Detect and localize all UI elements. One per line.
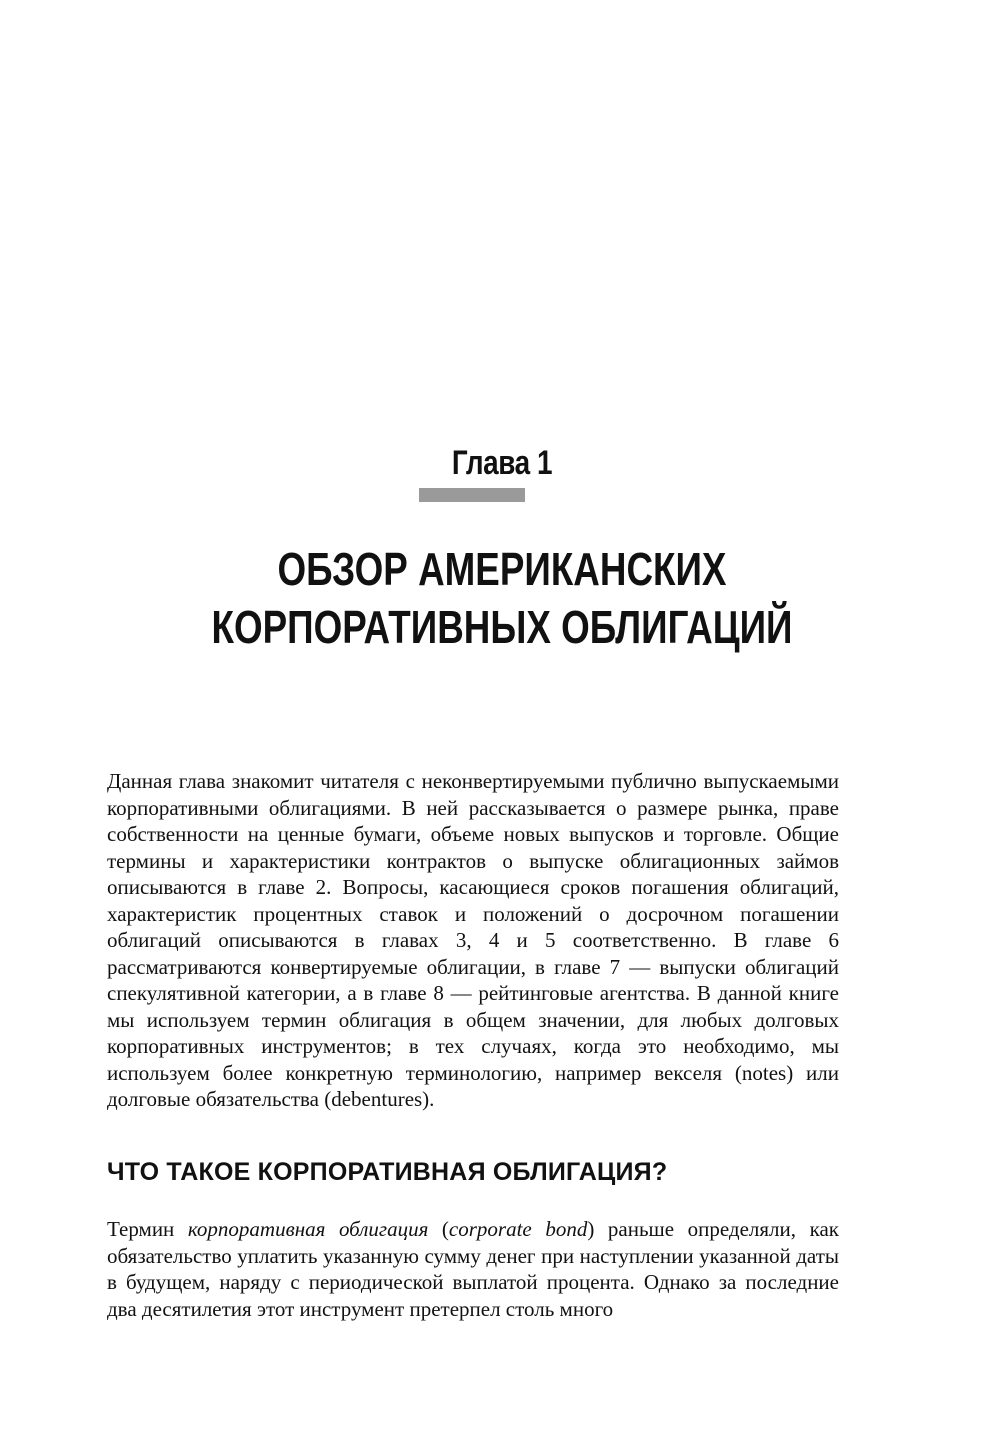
paren-open: ( — [428, 1217, 449, 1241]
term-english: corporate bond — [448, 1217, 588, 1241]
chapter-label: Глава 1 — [451, 444, 553, 482]
paragraph-start: Термин — [107, 1217, 188, 1241]
definition-paragraph — [107, 1216, 839, 1322]
term-russian: корпоративная облигация — [187, 1217, 429, 1241]
chapter-title — [100, 540, 903, 656]
paragraph-rest: ) раньше определяли, как обязательство уплатить указанную сумму денег при наступлении указанной даты в будущем, наряду с периодической выплатой процента. Однако за последние два десятилетия этот инструмент претерпел столь много — [107, 1217, 839, 1321]
chapter-title-line-1: ОБЗОР АМЕРИКАНСКИХ — [277, 543, 727, 595]
section-heading: ЧТО ТАКОЕ КОРПОРАТИВНАЯ ОБЛИГАЦИЯ? — [107, 1158, 668, 1186]
chapter-title-line-2: КОРПОРАТИВНЫХ ОБЛИГАЦИЙ — [211, 601, 793, 653]
chapter-underline-bar — [419, 488, 525, 502]
intro-paragraph: Данная глава знакомит читателя с неконвертируемыми публично выпускаемыми корпоративными облигациями. В ней рассказывается о размере рынка, праве собственности на ценные бумаги, объеме новых выпусков и торговле. Общие термины и характеристики контрактов о выпуске облигационных займов описываются в главе 2. Вопросы, касающиеся сроков погашения облигаций, характеристик процентных ставок и положений о досрочном погашении облигаций описываются в главах 3, 4 и 5 соответственно. В главе 6 рассматриваются конвертируемые облигации, в главе 7 — выпуски облигаций спекулятивной категории, а в главе 8 — рейтинговые агентства. В данной книге мы используем термин облигация в общем значении, для любых долговых корпоративных инструментов; в тех случаях, когда это необходимо, мы используем более конкретную терминологию, например векселя (notes) или долговые обязательства (debentures). — [107, 769, 839, 1111]
